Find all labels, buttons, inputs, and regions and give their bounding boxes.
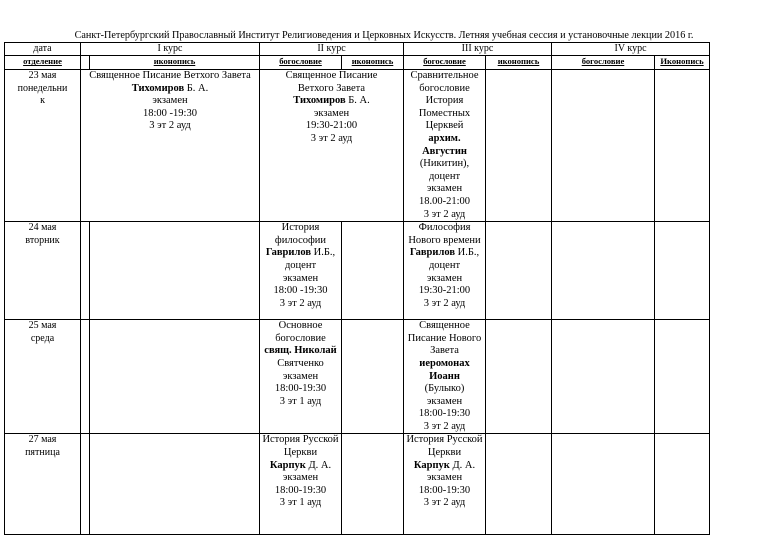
course-3-theology-session [404, 70, 486, 222]
date-cell [5, 70, 81, 222]
teacher-surname: (Булыко) [424, 383, 465, 395]
session-time: 18:00-19:30 [418, 484, 471, 496]
teacher-initials: И.Б., доцент [428, 247, 480, 271]
teacher [82, 83, 258, 96]
session-time: 18:00 -19:30 [143, 107, 197, 119]
course-1-iconography-session [90, 434, 260, 535]
teacher-surname: Святченко [277, 357, 324, 369]
subject: История Русской Церкви [262, 434, 339, 459]
session-type: экзамен [282, 472, 319, 484]
date-label: 25 мая [28, 320, 57, 332]
teacher-title: иеромонах Иоанн [419, 357, 470, 382]
session-room: 3 эт 2 ауд [423, 297, 466, 309]
course-2-iconography-header: иконопись [342, 56, 404, 70]
subject: Сравнительное богословие История Поместных Церквей [410, 70, 479, 132]
session-time: 18:00-19:30 [418, 408, 471, 420]
session-type: экзамен [282, 370, 319, 382]
day-row-23-may [5, 70, 710, 222]
session-type: экзамен [152, 95, 188, 107]
course-1-spacer [81, 222, 90, 320]
schedule-table [4, 42, 710, 535]
teacher-initials: Б. А. [186, 82, 209, 94]
teacher [261, 247, 340, 272]
weekday-label: пятница [25, 447, 60, 459]
course-2-theology-session [260, 320, 342, 434]
teacher-initials: И.Б., доцент [284, 247, 336, 271]
day-row-27-may [5, 434, 710, 535]
course-3-iconography-session [486, 70, 552, 222]
course-1-iconography-header: иконопись [90, 56, 260, 70]
teacher-surname: Гаврилов [265, 247, 311, 259]
session-room: 3 эт 2 ауд [423, 208, 466, 220]
course-2-session [260, 70, 404, 222]
course-2-iconography-session [342, 222, 404, 320]
session-time: 19:30-21:00 [305, 120, 358, 132]
course-4-iconography-session [655, 70, 710, 222]
course-4-header: IV курс [552, 43, 710, 56]
subject: История философии [274, 222, 327, 246]
course-4-iconography-session [655, 434, 710, 535]
course-2-theology-header: богословие [260, 56, 342, 70]
subject: Основное богословие [275, 320, 326, 344]
course-3-theology-session [404, 320, 486, 434]
course-1-spacer [81, 434, 90, 535]
date-label: 27 мая [28, 434, 57, 446]
subject: История Русской Церкви [406, 434, 483, 459]
teacher [405, 247, 484, 272]
course-2-header: II курс [260, 43, 404, 56]
course-1-iconography-session [90, 320, 260, 434]
session-room: 3 эт 2 ауд [149, 120, 191, 132]
session-room: 3 эт 2 ауд [423, 497, 466, 509]
session-type: экзамен [426, 395, 463, 407]
date-label: 23 мая [28, 70, 57, 81]
course-4-theology-session [552, 70, 655, 222]
session-type: экзамен [282, 272, 319, 284]
teacher-surname: Гаврилов [409, 247, 455, 259]
department-column-header: отделение [5, 56, 81, 70]
weekday-label: вторник [25, 234, 60, 246]
teacher-surname: Тихомиров [293, 95, 346, 107]
course-4-iconography-header: Иконопись [655, 56, 710, 70]
teacher [405, 460, 484, 473]
course-1-spacer [81, 320, 90, 434]
subject: Философия Нового времени [408, 222, 481, 246]
date-cell [5, 434, 81, 535]
course-3-iconography-session [486, 222, 552, 320]
subject: Священное Писание Ветхого Завета [285, 70, 378, 94]
session-type: экзамен [426, 272, 463, 284]
course-3-theology-session [404, 222, 486, 320]
course-3-iconography-header: иконопись [486, 56, 552, 70]
session-room: 3 эт 2 ауд [423, 420, 466, 432]
course-2-iconography-session [342, 434, 404, 535]
course-1-header: I курс [81, 43, 260, 56]
day-row-24-may [5, 222, 710, 320]
course-1-session [81, 70, 260, 222]
teacher-title: свящ. Николай [264, 345, 337, 357]
course-1-iconography-session [90, 222, 260, 320]
session-time: 18:00-19:30 [274, 383, 327, 395]
teacher-initials: Б. А. [348, 95, 370, 107]
session-room: 3 эт 2 ауд [310, 132, 353, 144]
session-type: экзамен [426, 183, 463, 195]
session-time: 19:30-21:00 [418, 285, 471, 297]
course-2-theology-session [260, 434, 342, 535]
page-title: Санкт-Петербургский Православный Институт Религиоведения и Церковных Искусств. Летняя учебная сессия и установочные лекции 2016 г. [74, 30, 694, 41]
teacher-surname: архим. Августин [422, 132, 467, 157]
course-4-theology-session [552, 320, 655, 434]
date-cell [5, 222, 81, 320]
teacher-surname: Карпук [269, 459, 306, 471]
course-1-spacer [81, 56, 90, 70]
session-time: 18:00 -19:30 [273, 285, 328, 297]
session-room: 3 эт 1 ауд [279, 395, 322, 407]
course-3-theology-session [404, 434, 486, 535]
date-label: 24 мая [28, 222, 57, 234]
session-room: 3 эт 1 ауд [279, 497, 322, 509]
session-type: экзамен [313, 107, 350, 119]
teacher-initials: Д. А. [452, 459, 476, 471]
teacher [261, 460, 340, 473]
session-type: экзамен [426, 472, 463, 484]
course-2-theology-session [260, 222, 342, 320]
teacher-surname: Карпук [413, 459, 450, 471]
teacher-initials: (Никитин), доцент [419, 158, 470, 182]
department-header-row [5, 56, 710, 70]
subject: Священное Писание Нового Завета [407, 320, 482, 357]
weekday-label: среда [30, 332, 55, 344]
day-row-25-may [5, 320, 710, 434]
date-column-header: дата [5, 43, 81, 56]
course-3-header: III курс [404, 43, 552, 56]
teacher [261, 95, 402, 108]
course-4-theology-session [552, 222, 655, 320]
course-4-iconography-session [655, 320, 710, 434]
weekday-label: понедельник [17, 82, 68, 107]
course-4-theology-header: богословие [552, 56, 655, 70]
session-room: 3 эт 2 ауд [279, 297, 322, 309]
course-header-row [5, 43, 710, 56]
course-3-iconography-session [486, 434, 552, 535]
teacher-initials: Д. А. [308, 459, 332, 471]
course-3-iconography-session [486, 320, 552, 434]
session-time: 18.00-21:00 [418, 195, 471, 207]
course-3-theology-header: богословие [404, 56, 486, 70]
course-4-theology-session [552, 434, 655, 535]
date-cell [5, 320, 81, 434]
course-4-iconography-session [655, 222, 710, 320]
subject: Священное Писание Ветхого Завета [89, 70, 251, 81]
teacher [405, 133, 484, 183]
session-time: 18:00-19:30 [274, 484, 327, 496]
course-2-iconography-session [342, 320, 404, 434]
teacher-surname: Тихомиров [131, 82, 185, 94]
